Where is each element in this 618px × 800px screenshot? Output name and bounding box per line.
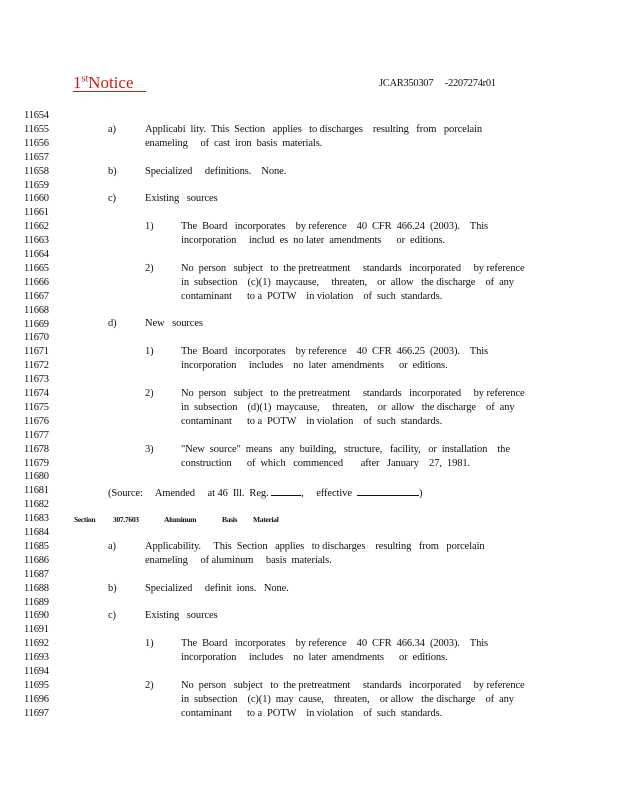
line-number: 11672 xyxy=(24,360,49,372)
line-number: 11662 xyxy=(24,221,49,233)
line-number: 11669 xyxy=(24,318,49,330)
item-c2-text: in subsection (c)(1) may cause, threaten, or allow the discharge of any xyxy=(181,694,514,705)
line-number: 11667 xyxy=(24,290,49,302)
line-number: 11682 xyxy=(24,499,49,511)
line-number: 11680 xyxy=(24,471,49,483)
line-number: 11684 xyxy=(24,527,49,538)
line-number: 11673 xyxy=(24,374,49,386)
item-d2-text: contaminant to a POTW in violation of such standards. xyxy=(181,416,443,427)
item-c1-text: incorporation includes no later amendments or editions. xyxy=(181,652,448,663)
effective-date-blank xyxy=(357,486,419,496)
subsection-d-label: d) xyxy=(108,318,117,329)
line-number: 11678 xyxy=(24,443,49,455)
item-c2-text: No person subject to the pretreatment standards incorporated by reference xyxy=(181,680,525,691)
line-number: 11661 xyxy=(24,207,49,219)
line-number: 11695 xyxy=(24,679,49,691)
section-number: 307.7603 xyxy=(113,515,139,524)
item-c1-text: The Board incorporates by reference 40 CFR 466.34 (2003). This xyxy=(181,638,489,649)
line-number: 11696 xyxy=(24,693,49,705)
item-c1-text: The Board incorporates by reference 40 CFR 466.24 (2003). This xyxy=(181,221,489,232)
subsection-b-label: b) xyxy=(108,166,117,177)
subsection-c-text: Existing sources xyxy=(145,193,218,204)
line-number: 11668 xyxy=(24,304,49,316)
line-number: 11681 xyxy=(24,485,49,497)
item-d2-text: in subsection (d)(1) maycause, threaten, or allow the discharge of any xyxy=(181,402,515,413)
item-c2-text: contaminant to a POTW in violation of such standards. xyxy=(181,291,443,302)
subsection-b-text: Specialized definit ions. None. xyxy=(145,583,289,594)
line-number: 11677 xyxy=(24,429,49,441)
line-number: 11658 xyxy=(24,165,49,177)
item-d2-text: No person subject to the pretreatment standards incorporated by reference xyxy=(181,388,525,399)
section-title: Material xyxy=(253,515,279,524)
subsection-c-text: Existing sources xyxy=(145,610,218,621)
section-title: Aluminum xyxy=(164,515,197,524)
line-number: 11689 xyxy=(24,596,49,608)
line-number: 11690 xyxy=(24,610,49,622)
subsection-c-label: c) xyxy=(108,610,116,621)
subsection-a-label: a) xyxy=(108,124,116,135)
notice-heading: 1stNotice xyxy=(73,73,134,92)
item-c2-text: in subsection (c)(1) maycause, threaten, or allow the discharge of any xyxy=(181,277,514,288)
line-number: 11656 xyxy=(24,137,49,149)
item-d3-text: construction of which commenced after January 27, 1981. xyxy=(181,458,471,469)
line-number: 11688 xyxy=(24,582,49,594)
item-c2-text: No person subject to the pretreatment standards incorporated by reference xyxy=(181,263,525,274)
item-d3-text: "New source" means any building, structure, facility, or installation the xyxy=(181,444,510,455)
item-c1-label: 1) xyxy=(145,638,154,649)
item-c1-text: incorporation includ es no later amendments or editions. xyxy=(181,235,445,246)
line-number: 11686 xyxy=(24,554,49,566)
section-word: Section xyxy=(74,515,96,524)
line-number: 11692 xyxy=(24,638,49,650)
line-number: 11674 xyxy=(24,388,49,399)
line-number: 11676 xyxy=(24,415,49,427)
item-d2-label: 2) xyxy=(145,388,154,399)
line-number: 11663 xyxy=(24,235,49,247)
line-number: 11657 xyxy=(24,151,49,163)
line-number: 11687 xyxy=(24,568,49,580)
line-number: 11665 xyxy=(24,262,49,274)
subsection-b-label: b) xyxy=(108,583,117,594)
line-number: 11659 xyxy=(24,179,49,191)
line-number: 11666 xyxy=(24,276,49,288)
line-number: 11694 xyxy=(24,666,49,677)
section-title: Basis xyxy=(222,515,238,524)
line-number: 11655 xyxy=(24,123,49,135)
subsection-a-text: enameling of aluminum basis materials. xyxy=(145,555,332,566)
line-number: 11664 xyxy=(24,249,49,260)
item-c2-text: contaminant to a POTW in violation of such standards. xyxy=(181,708,443,719)
item-c2-label: 2) xyxy=(145,263,154,274)
item-d1-label: 1) xyxy=(145,346,154,357)
subsection-d-text: New sources xyxy=(145,318,203,329)
line-number: 11693 xyxy=(24,652,49,664)
item-d3-label: 3) xyxy=(145,444,154,455)
subsection-a-label: a) xyxy=(108,541,116,552)
item-c1-label: 1) xyxy=(145,221,154,232)
item-d1-text: incorporation includes no later amendments or editions. xyxy=(181,360,448,371)
register-page-blank xyxy=(271,486,301,496)
line-number: 11670 xyxy=(24,332,49,344)
subsection-c-label: c) xyxy=(108,193,116,204)
subsection-b-text: Specialized definitions. None. xyxy=(145,166,287,177)
line-number: 11671 xyxy=(24,346,49,358)
item-c2-label: 2) xyxy=(145,680,154,691)
subsection-a-text: Applicability. This Section applies to discharges resulting from porcelain xyxy=(145,541,485,552)
item-d1-text: The Board incorporates by reference 40 CFR 466.25 (2003). This xyxy=(181,346,489,357)
line-number: 11654 xyxy=(24,110,49,121)
line-number: 11675 xyxy=(24,401,49,413)
line-number: 11697 xyxy=(24,707,49,719)
line-number: 11683 xyxy=(24,513,49,525)
line-number: 11691 xyxy=(24,624,49,636)
subsection-a-text: Applicabi lity. This Section applies to discharges resulting from porcelain xyxy=(145,124,483,135)
document-id: JCAR350307 -2207274r01 xyxy=(379,78,496,89)
source-note: (Source: Amended at 46 Ill. Reg. , effective ) xyxy=(108,488,423,499)
line-number: 11679 xyxy=(24,457,49,469)
line-number: 11685 xyxy=(24,540,49,552)
subsection-a-text: enameling of cast iron basis materials. xyxy=(145,138,323,149)
line-number: 11660 xyxy=(24,193,49,205)
